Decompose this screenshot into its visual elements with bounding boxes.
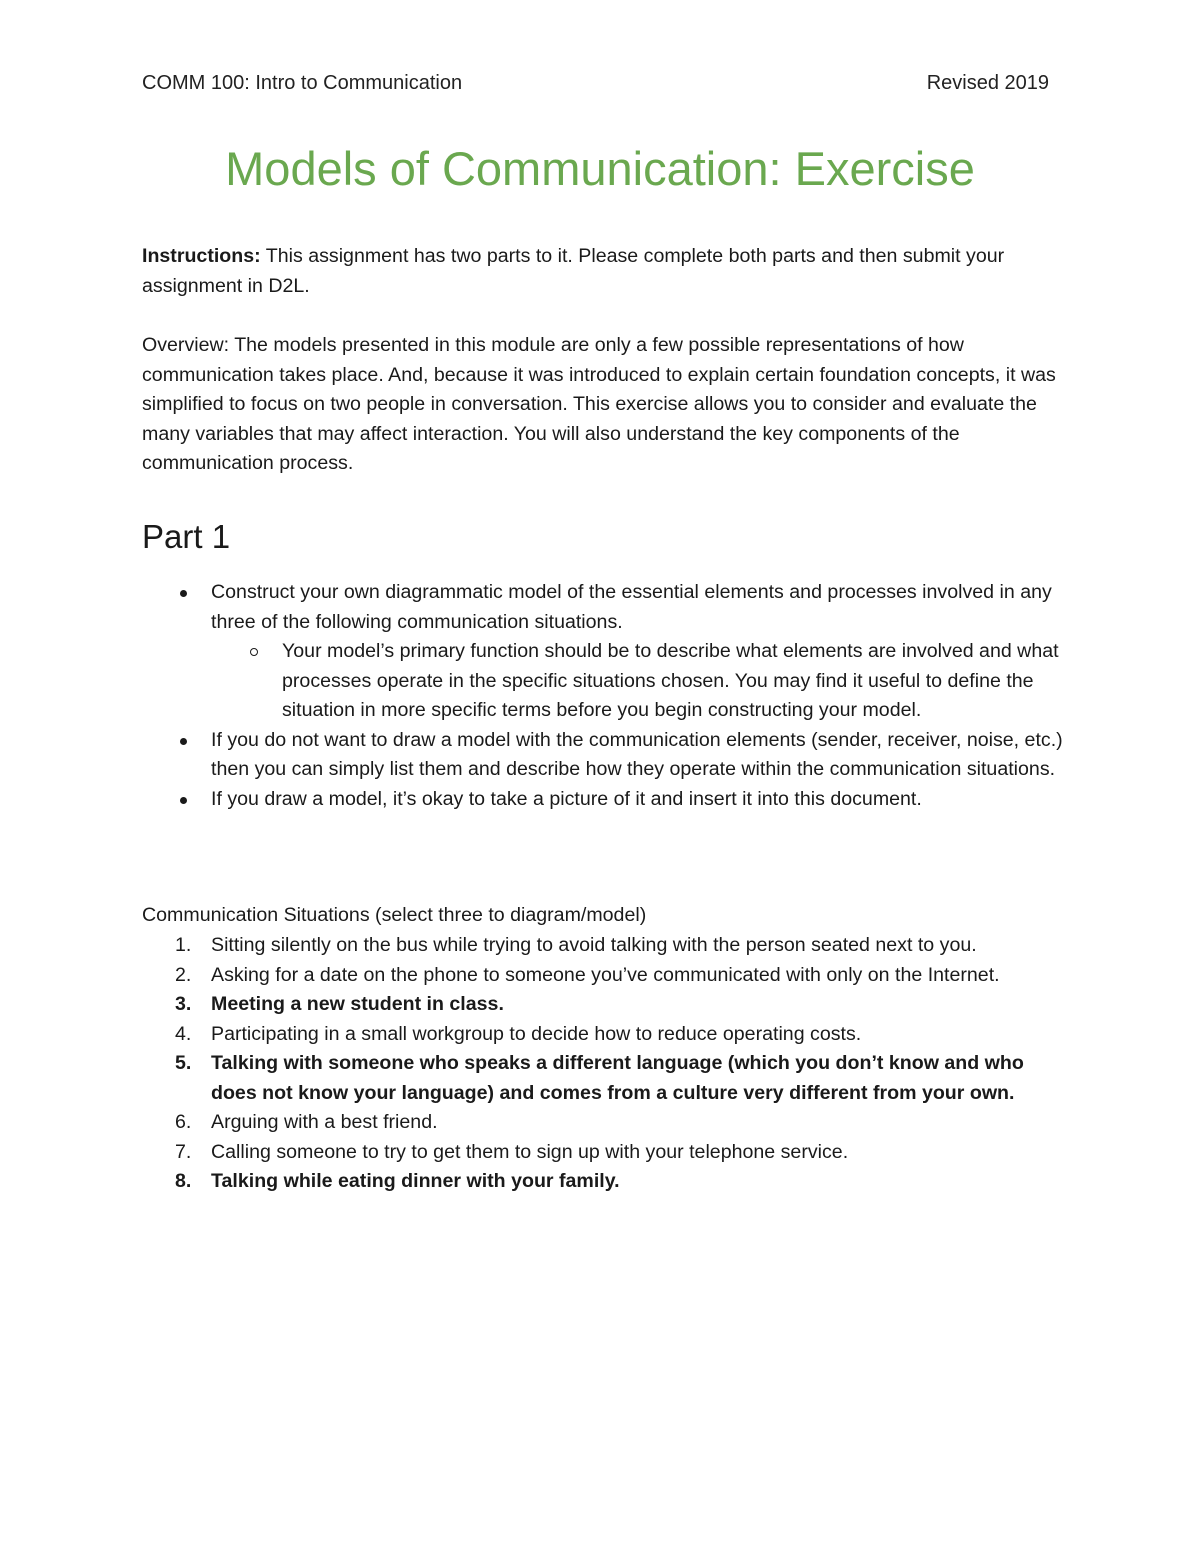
bullet-item [142, 578, 1072, 637]
situation-number: 6. [175, 1111, 192, 1133]
bullet-text: If you do not want to draw a model with the communication elements (sender, receiver, noise, etc.) then you can simply list them and describe how they operate within the communication situations. [211, 728, 1063, 780]
situation-text: Meeting a new student in class. [211, 993, 504, 1015]
situation-item [142, 990, 1072, 1020]
document-title: Models of Communication: Exercise [225, 142, 975, 195]
situation-item [142, 931, 1072, 961]
situation-text: Asking for a date on the phone to someone you’ve communicated with only on the Internet. [211, 963, 1000, 986]
situation-item [142, 1167, 1072, 1197]
situation-text: Calling someone to try to get them to sign up with your telephone service. [211, 1140, 849, 1163]
revision-date: Revised 2019 [926, 72, 1049, 94]
situation-number: 4. [175, 1022, 192, 1045]
situation-text: Arguing with a best friend. [211, 1111, 438, 1133]
situation-number: 7. [175, 1140, 192, 1163]
bullet-dot-icon [180, 738, 187, 745]
situation-text: Talking with someone who speaks a different language (which you don’t know and who does not know your language) and comes from a culture very different from your own. [211, 1052, 1024, 1104]
bullet-text: If you draw a model, it’s okay to take a picture of it and insert it into this document. [211, 787, 922, 810]
overview-paragraph: Overview: The models presented in this module are only a few possible representations of how communication takes place. And, because it was introduced to explain certain foundation concepts, it was simplified to focus on two people in conversation. This exercise allows you to consider and evaluate the many variables that may affect interaction. You will also understand the key components of the communication process. [142, 334, 1056, 474]
situation-number: 5. [175, 1052, 192, 1074]
sub-bullet-text: Your model’s primary function should be to describe what elements are involved and what processes operate in the specific situations chosen. You may find it useful to define the situation in more specific terms before you begin constructing your model. [282, 640, 1059, 721]
part-1-bullet-list [142, 578, 1072, 814]
instructions-text: This assignment has two parts to it. Please complete both parts and then submit your assignment in D2L. [142, 245, 1005, 297]
situation-text: Talking while eating dinner with your family. [211, 1170, 620, 1192]
part-1-heading: Part 1 [142, 518, 231, 555]
page-header [142, 72, 1049, 95]
situation-item [142, 1049, 1072, 1108]
situation-item [142, 961, 1072, 991]
situations-label: Communication Situations (select three to diagram/model) [142, 904, 647, 926]
situation-text: Participating in a small workgroup to decide how to reduce operating costs. [211, 1022, 862, 1045]
situation-number: 3. [175, 993, 192, 1015]
situation-item [142, 1138, 1072, 1168]
course-name: COMM 100: Intro to Communication [142, 72, 463, 94]
situation-number: 8. [175, 1170, 192, 1192]
instructions-paragraph [142, 242, 1072, 301]
bullet-item [142, 726, 1072, 785]
situation-text: Sitting silently on the bus while trying to avoid talking with the person seated next to you. [211, 934, 977, 956]
situation-number: 1. [175, 934, 192, 956]
situations-list [142, 931, 1072, 1197]
bullet-item [142, 785, 1072, 815]
situation-item [142, 1108, 1072, 1138]
hollow-circle-bullet-icon [250, 648, 258, 656]
situation-number: 2. [175, 963, 192, 986]
sub-bullet-item [142, 637, 1072, 726]
bullet-dot-icon [180, 797, 187, 804]
bullet-dot-icon [180, 590, 187, 597]
bullet-text: Construct your own diagrammatic model of the essential elements and processes involved in any three of the following communication situations. [211, 581, 1052, 633]
instructions-label: Instructions: [142, 245, 261, 267]
situation-item [142, 1020, 1072, 1050]
